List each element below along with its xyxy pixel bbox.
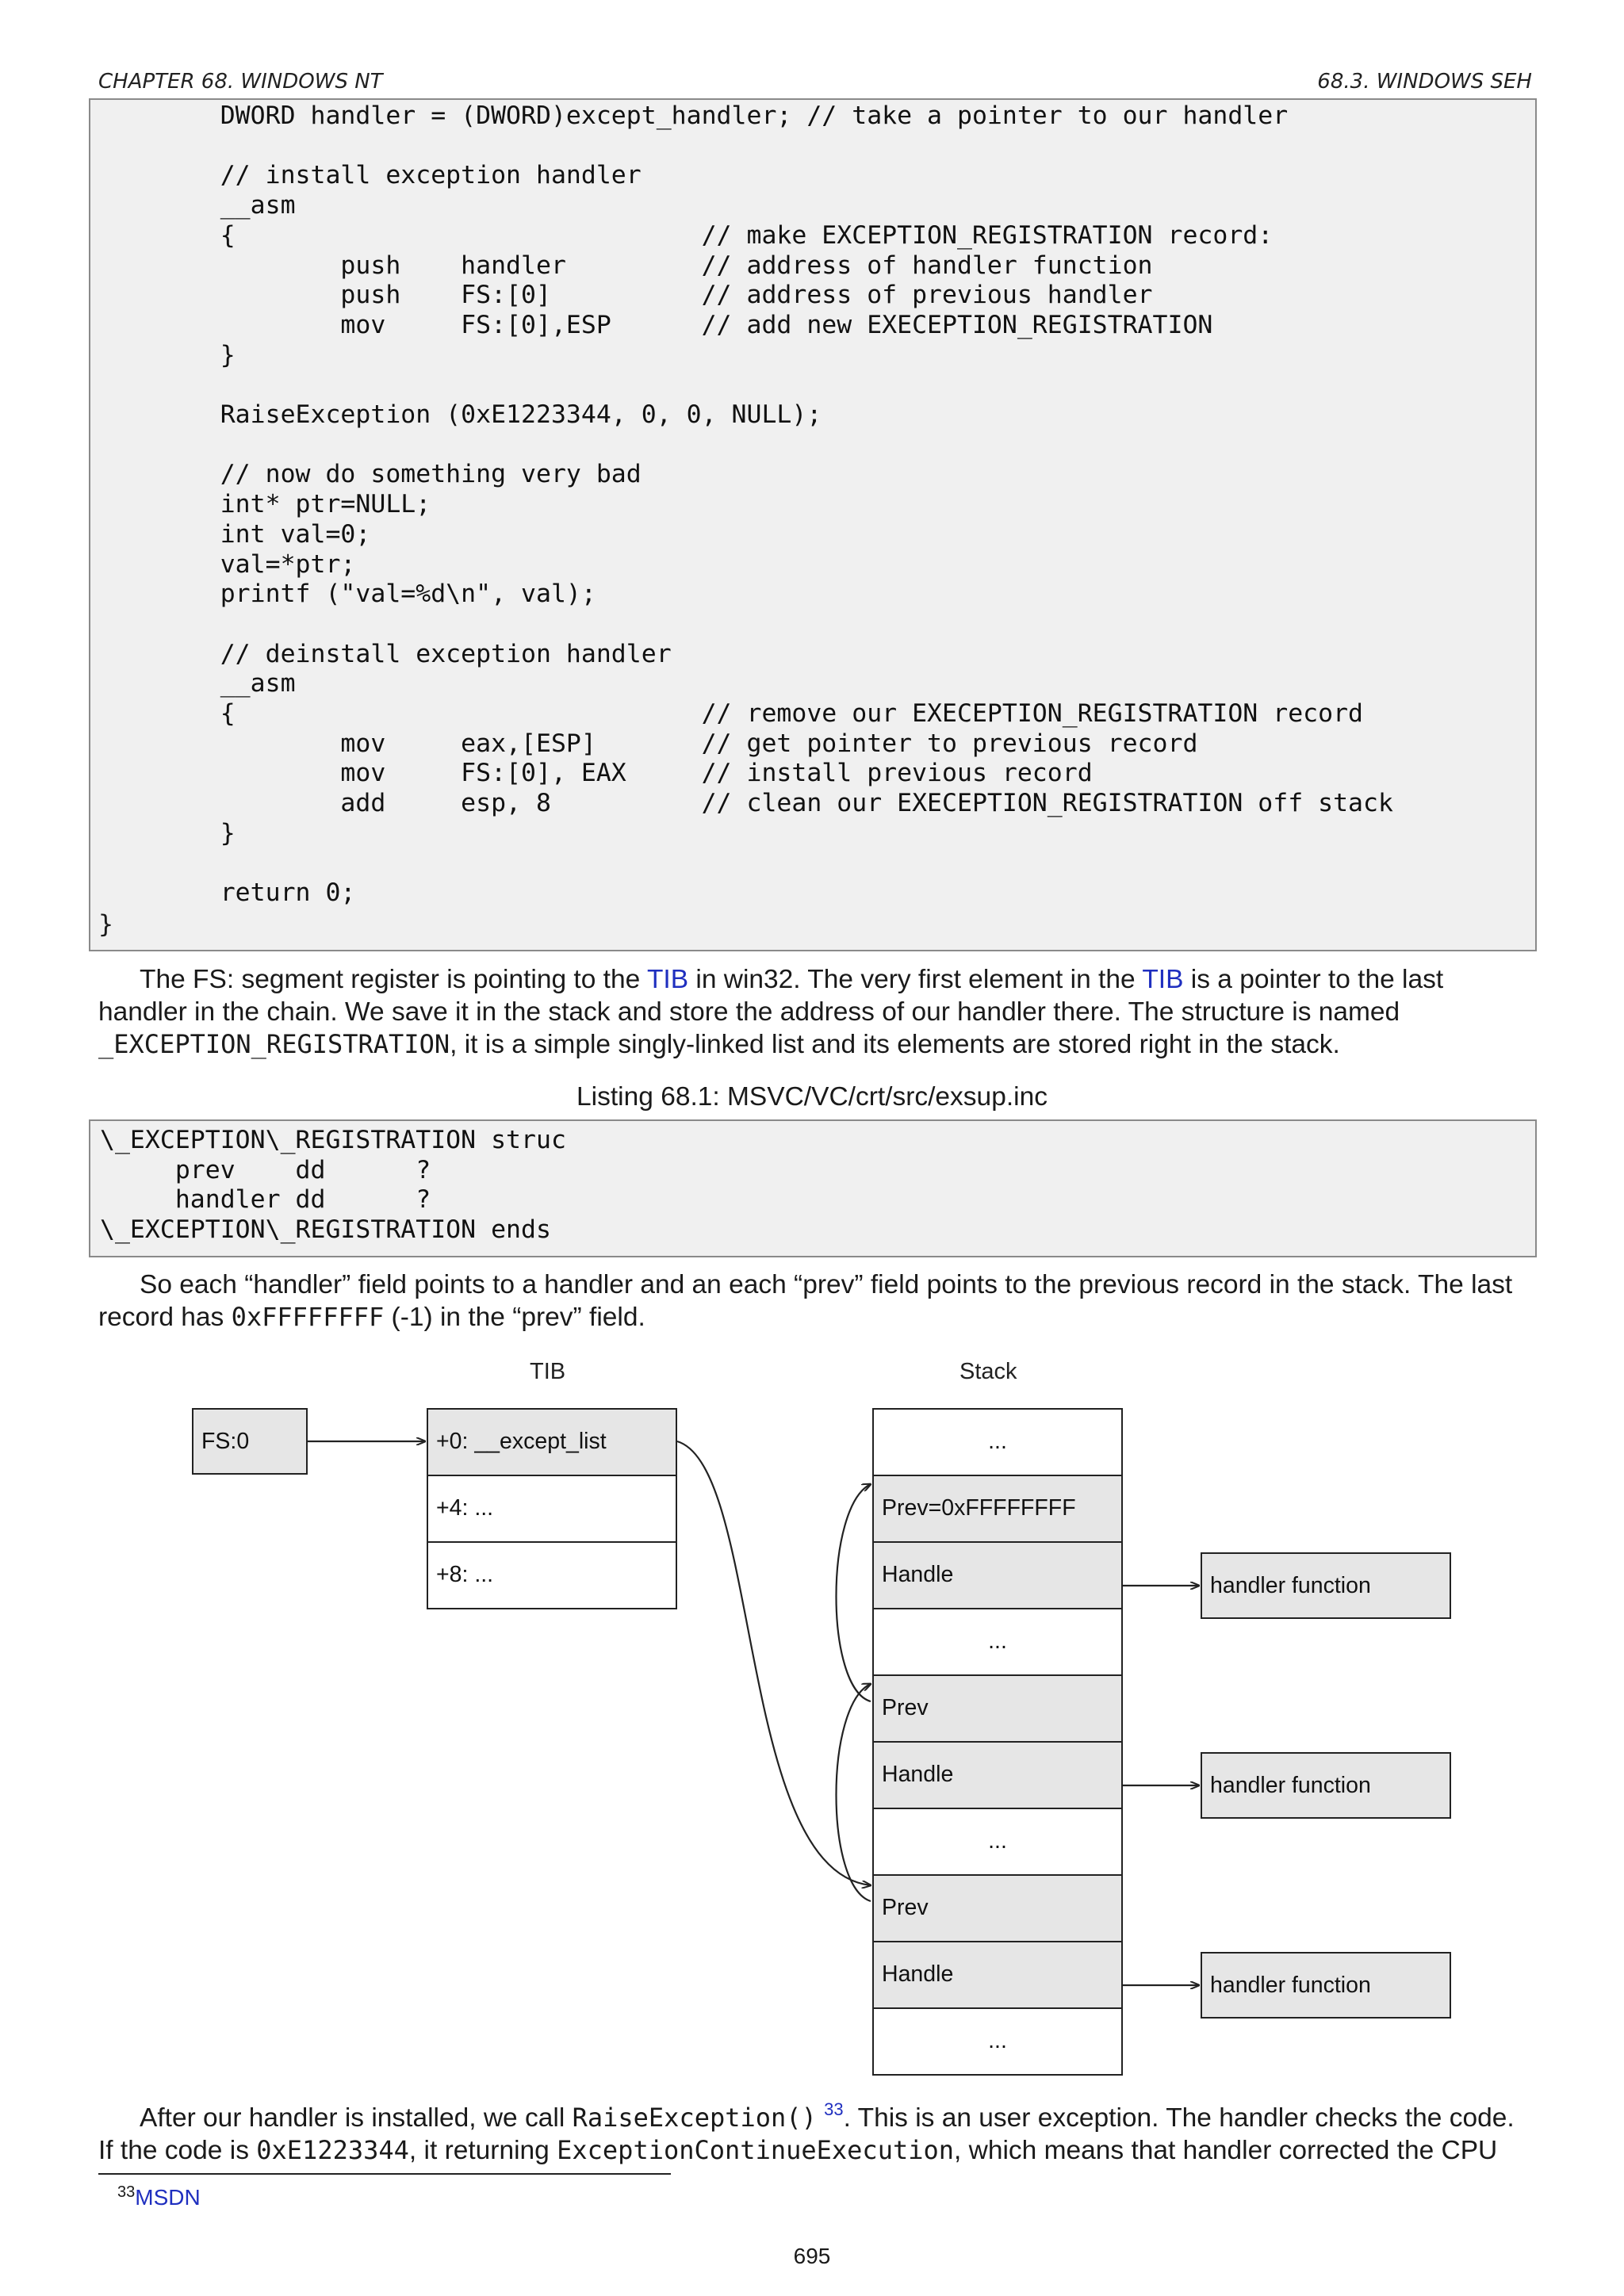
fs0-box: FS:0 (192, 1408, 308, 1475)
code-listing-main (89, 98, 1537, 951)
tib-cell-except-list: +0: __except_list (427, 1408, 677, 1476)
code-listing-struct (89, 1119, 1537, 1257)
text: , it returning (408, 2136, 557, 2165)
inline-code: 0xE1223344 (256, 2135, 409, 2165)
section-title: 68.3. WINDOWS SEH (1317, 70, 1532, 94)
running-header (98, 68, 1532, 100)
arrow-prev-chain (837, 1484, 871, 1701)
handler-function-box: handler function (1201, 1752, 1451, 1819)
tib-cell-plus4: +4: ... (427, 1475, 677, 1543)
stack-cell-ellipsis: ... (872, 1608, 1123, 1676)
inline-code: _EXCEPTION_REGISTRATION (98, 1029, 450, 1059)
text: is a pointer to the last handler in the chain. We save it in the stack and store the address of our handler there. The structure is named (98, 965, 1444, 1027)
handler-function-box: handler function (1201, 1552, 1451, 1619)
inline-code: 0xFFFFFFFF (231, 1302, 385, 1332)
text: , which means that handler corrected the CPU (954, 2136, 1498, 2165)
code-text: \_EXCEPTION\_REGISTRATION struc prev dd ? handler dd ? \_EXCEPTION\_REGISTRATION ends (100, 1126, 566, 1245)
stack-cell-handle: Handle (872, 1941, 1123, 2009)
inline-code: RaiseException() (572, 2103, 817, 2133)
footnote (117, 2183, 201, 2210)
text: After our handler is installed, we call (140, 2103, 573, 2133)
code-text: DWORD handler = (DWORD)except_handler; // take a pointer to our handler // install exception handler __asm { // make EXCEPTION_REGISTRATION record: push handler // address of handler function push FS:[0] // address of previous handler mov FS:[0],ESP // add new EXECEPTION_REGISTRATION } RaiseException (0xE1223344, 0, 0, NULL); // now do something very bad int* ptr=NULL; int val=0; val=*ptr; printf ("val=%d\n", val); // deinstall exception handler __asm { // remove our EXECEPTION_REGISTRATION record mov eax,[ESP] // get pointer to previous record mov FS:[0], EAX // install previous record add esp, 8 // clean our EXECEPTION_REGISTRATION off stack } return 0; (220, 101, 1393, 908)
paragraph-raise-exception (98, 2093, 1532, 2167)
tib-cell-plus8: +8: ... (427, 1541, 677, 1609)
page-number: 695 (793, 2244, 831, 2268)
stack-cell-ellipsis: ... (872, 1808, 1123, 1876)
stack-cell-handle: Handle (872, 1741, 1123, 1809)
arrow-tib-to-stack (677, 1441, 871, 1885)
footnote-rule (98, 2173, 671, 2175)
stack-cell-prev: Prev (872, 1674, 1123, 1743)
listing-caption: Listing 68.1: MSVC/VC/crt/src/exsup.inc (576, 1082, 1048, 1112)
text: So each “handler” field points to a handler and an each “prev” field points to the previous record in the stack. The last record has (98, 1270, 1513, 1332)
paragraph-handler-prev (98, 1269, 1532, 1334)
stack-cell-handle: Handle (872, 1541, 1123, 1609)
stack-cell-prev-last: Prev=0xFFFFFFFF (872, 1475, 1123, 1543)
stack-title: Stack (959, 1359, 1017, 1384)
tib-link[interactable]: TIB (1142, 965, 1184, 994)
tib-title: TIB (530, 1359, 566, 1384)
footnote-ref[interactable]: 33 (824, 2099, 844, 2119)
text: The FS: segment register is pointing to the (140, 965, 647, 994)
tib-link[interactable]: TIB (646, 965, 689, 994)
text: (-1) in the “prev” field. (384, 1303, 645, 1332)
msdn-link[interactable]: MSDN (135, 2185, 201, 2210)
inline-code: ExceptionContinueExecution (557, 2135, 955, 2165)
handler-function-box: handler function (1201, 1952, 1451, 2019)
text: in win32. The very first element in the (688, 965, 1143, 994)
text: . This is an user exception. The handler checks the code. If the code is (98, 2103, 1515, 2165)
arrow-prev-chain (837, 1684, 871, 1901)
stack-cell-ellipsis: ... (872, 1408, 1123, 1476)
footnote-number: 33 (117, 2183, 136, 2201)
stack-cell-ellipsis: ... (872, 2007, 1123, 2076)
stack-cell-prev: Prev (872, 1874, 1123, 1942)
text: , it is a simple singly-linked list and its elements are stored right in the stack. (450, 1030, 1340, 1059)
paragraph-fs-register (98, 963, 1532, 1061)
closing-brace: } (98, 910, 113, 939)
chapter-title: CHAPTER 68. WINDOWS NT (98, 70, 383, 94)
